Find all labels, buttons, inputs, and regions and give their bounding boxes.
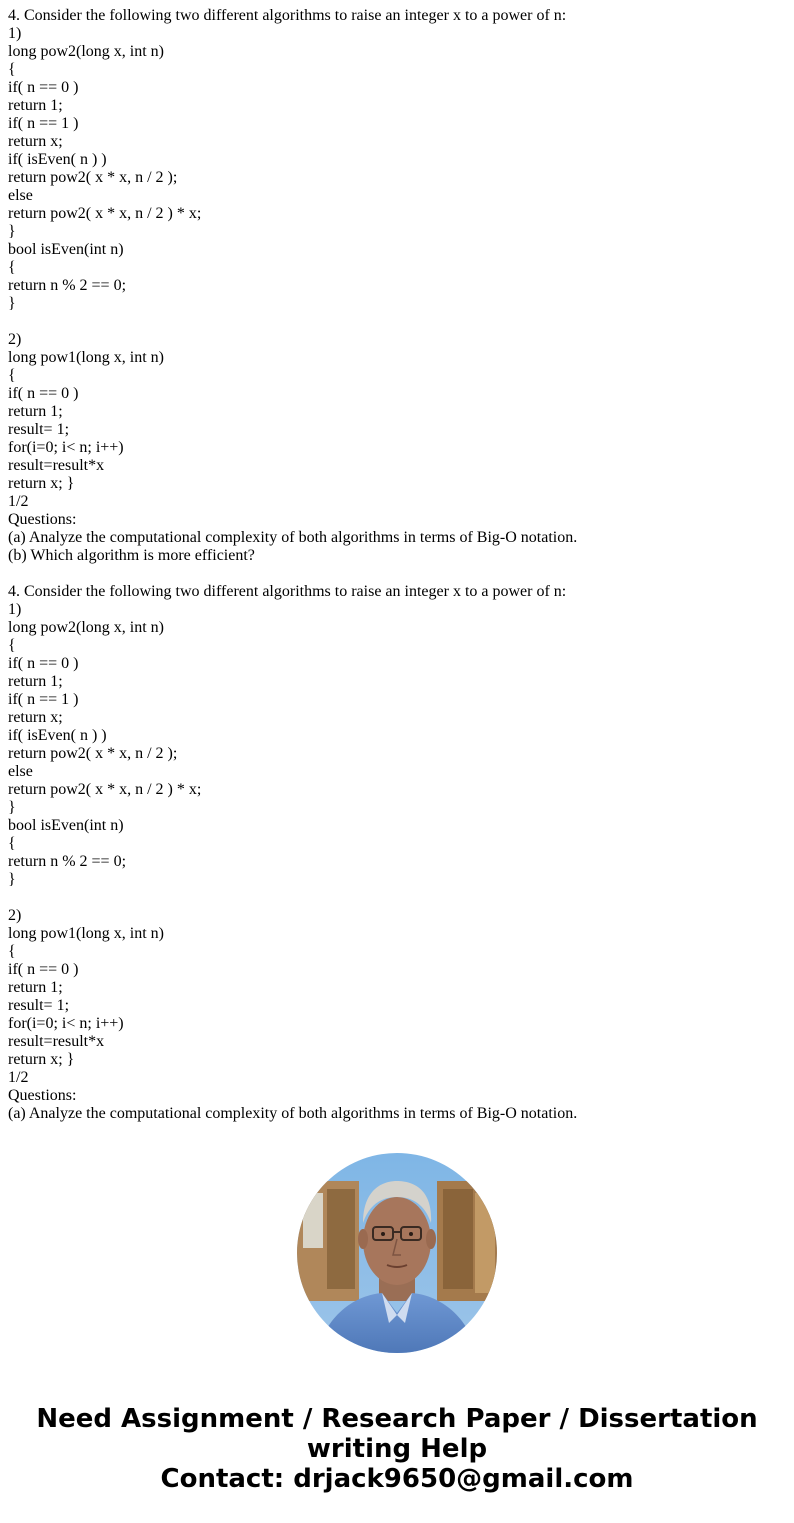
text-line: bool isEven(int n) [8, 817, 124, 834]
text-line: 1) [8, 25, 22, 42]
text-line: { [8, 943, 16, 960]
text-line: return n % 2 == 0; [8, 277, 127, 294]
document-body [8, 7, 788, 1123]
text-line: 2) [8, 907, 22, 924]
promo-line-2: writing Help [306, 1434, 488, 1464]
text-line: result=result*x [8, 1033, 105, 1050]
text-line: (b) Which algorithm is more efficient? [8, 547, 255, 564]
text-line: long pow1(long x, int n) [8, 349, 164, 366]
question-block-2 [8, 583, 788, 1123]
person-photo-icon [297, 1153, 497, 1353]
text-line: if( n == 0 ) [8, 961, 79, 978]
text-line [8, 889, 788, 907]
text-line: result= 1; [8, 421, 70, 438]
text-line: long pow1(long x, int n) [8, 925, 164, 942]
text-line: { [8, 367, 16, 384]
text-line: if( n == 1 ) [8, 115, 79, 132]
text-line: 4. Consider the following two different algorithms to raise an integer x to a power of n: [8, 583, 567, 600]
text-line [8, 313, 788, 331]
text-line: return pow2( x * x, n / 2 ); [8, 745, 178, 762]
text-line: return pow2( x * x, n / 2 ) * x; [8, 781, 202, 798]
text-line: (a) Analyze the computational complexity of both algorithms in terms of Big-O notation. [8, 1105, 578, 1122]
text-line: else [8, 763, 33, 780]
text-line: 1/2 [8, 493, 29, 510]
text-line: long pow2(long x, int n) [8, 43, 164, 60]
text-line: return pow2( x * x, n / 2 ) * x; [8, 205, 202, 222]
text-line: return x; } [8, 1051, 75, 1068]
text-line: 4. Consider the following two different algorithms to raise an integer x to a power of n: [8, 7, 567, 24]
text-line: return pow2( x * x, n / 2 ); [8, 169, 178, 186]
question-block-1 [8, 7, 788, 565]
promo-line-1: Need Assignment / Research Paper / Dissertation [36, 1404, 758, 1434]
text-line: } [8, 871, 16, 888]
text-line: for(i=0; i< n; i++) [8, 439, 124, 456]
text-line: for(i=0; i< n; i++) [8, 1015, 124, 1032]
text-line: { [8, 259, 16, 276]
text-line: } [8, 295, 16, 312]
text-line: if( n == 0 ) [8, 79, 79, 96]
text-line: result=result*x [8, 457, 105, 474]
author-photo-avatar [297, 1153, 497, 1353]
text-line: return n % 2 == 0; [8, 853, 127, 870]
text-line: if( n == 1 ) [8, 691, 79, 708]
text-line: else [8, 187, 33, 204]
text-line: return x; [8, 133, 63, 150]
text-line: } [8, 223, 16, 240]
text-line: long pow2(long x, int n) [8, 619, 164, 636]
text-line: if( isEven( n ) ) [8, 727, 107, 744]
text-line: } [8, 799, 16, 816]
promo-contact-line: Contact: drjack9650@gmail.com [160, 1464, 634, 1494]
text-line: if( isEven( n ) ) [8, 151, 107, 168]
text-line: return x; } [8, 475, 75, 492]
text-line: { [8, 637, 16, 654]
text-line: return 1; [8, 97, 63, 114]
text-line: return 1; [8, 979, 63, 996]
text-line: { [8, 835, 16, 852]
text-line: Questions: [8, 1087, 77, 1104]
text-line: if( n == 0 ) [8, 385, 79, 402]
text-line: 2) [8, 331, 22, 348]
text-line: Questions: [8, 511, 77, 528]
text-line: return 1; [8, 673, 63, 690]
text-line: result= 1; [8, 997, 70, 1014]
text-line: if( n == 0 ) [8, 655, 79, 672]
promo-banner [0, 1404, 794, 1494]
text-line: 1) [8, 601, 22, 618]
text-line: { [8, 61, 16, 78]
text-line: bool isEven(int n) [8, 241, 124, 258]
text-line: return x; [8, 709, 63, 726]
text-line: return 1; [8, 403, 63, 420]
text-line: (a) Analyze the computational complexity of both algorithms in terms of Big-O notation. [8, 529, 578, 546]
text-line: 1/2 [8, 1069, 29, 1086]
